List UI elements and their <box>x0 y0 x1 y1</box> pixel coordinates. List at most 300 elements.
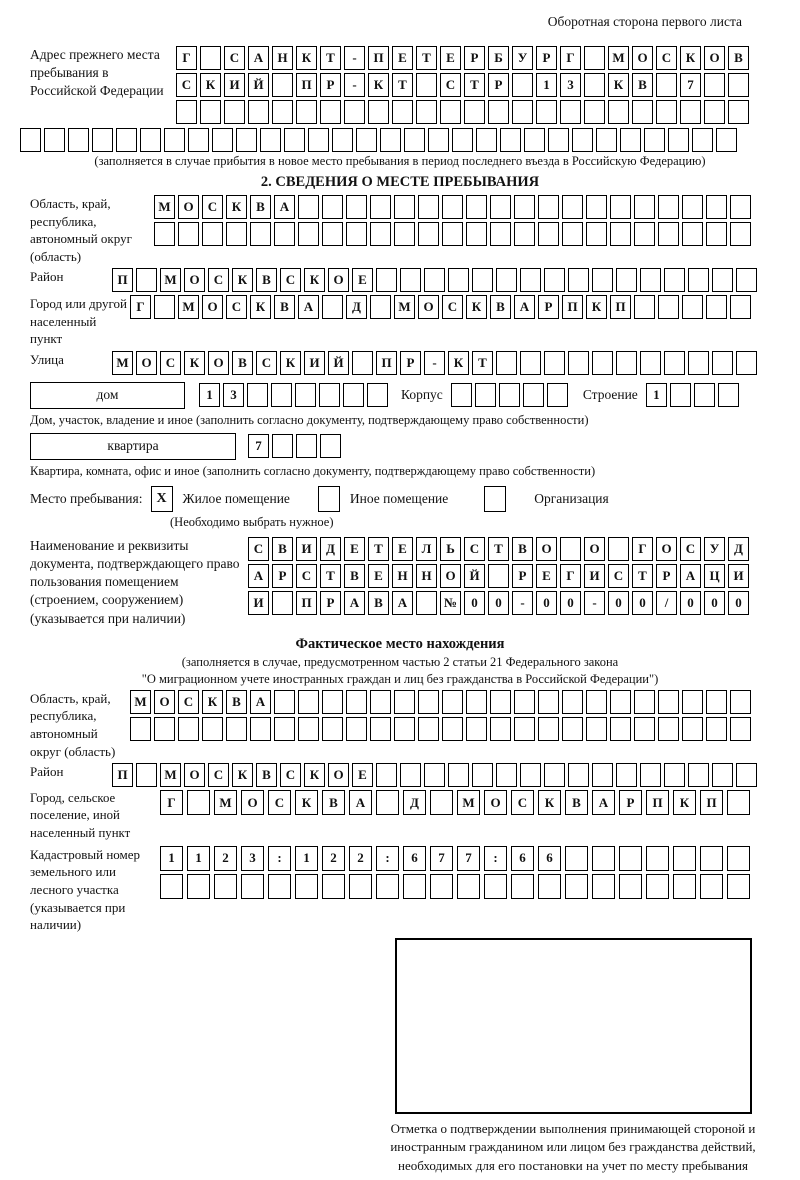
char-cell <box>562 717 583 741</box>
char-cell: О <box>484 790 507 815</box>
char-cell <box>586 222 607 246</box>
char-cell <box>730 195 751 219</box>
char-cell <box>511 874 534 899</box>
char-cell <box>706 717 727 741</box>
char-cell <box>538 717 559 741</box>
char-cell <box>428 128 449 152</box>
char-cell: 3 <box>560 73 581 97</box>
char-cell: С <box>442 295 463 319</box>
char-cell: Р <box>320 73 341 97</box>
char-cell <box>568 763 589 787</box>
char-cell <box>688 763 709 787</box>
char-cell: В <box>490 295 511 319</box>
char-cells <box>160 874 750 899</box>
char-cell: П <box>646 790 669 815</box>
char-cell: А <box>592 790 615 815</box>
char-cell <box>416 100 437 124</box>
stamp-area <box>395 938 752 1114</box>
section2-title: 2. СВЕДЕНИЯ О МЕСТЕ ПРЕБЫВАНИЯ <box>260 174 540 190</box>
char-cell <box>619 874 642 899</box>
char-cell: М <box>457 790 480 815</box>
char-cell <box>523 383 544 407</box>
oblast-rows <box>154 195 751 246</box>
char-cell <box>272 591 293 615</box>
char-cell: М <box>160 268 181 292</box>
char-cell <box>500 128 521 152</box>
char-cell: Д <box>346 295 367 319</box>
char-cell: К <box>226 195 247 219</box>
char-cell <box>250 717 271 741</box>
char-cell <box>584 46 605 70</box>
char-cell: М <box>394 295 415 319</box>
char-cell: С <box>280 763 301 787</box>
char-cell <box>682 222 703 246</box>
char-cell: Р <box>320 591 341 615</box>
char-cell <box>524 128 545 152</box>
char-cell: 6 <box>403 846 426 871</box>
char-cell: О <box>154 690 175 714</box>
char-cell <box>376 763 397 787</box>
char-cell <box>442 195 463 219</box>
char-cell <box>616 268 637 292</box>
char-cell: К <box>466 295 487 319</box>
char-cell <box>712 351 733 375</box>
char-cell: К <box>184 351 205 375</box>
char-cell <box>308 128 329 152</box>
char-cell: С <box>202 195 223 219</box>
char-cell <box>272 434 293 458</box>
char-cell <box>224 100 245 124</box>
char-cell: К <box>232 268 253 292</box>
char-cell: Т <box>464 73 485 97</box>
char-cell: А <box>250 690 271 714</box>
char-cell <box>424 268 445 292</box>
char-cell: - <box>584 591 605 615</box>
char-cell: Б <box>488 46 509 70</box>
char-cell <box>187 790 210 815</box>
char-cells <box>130 690 751 714</box>
char-cell: С <box>176 73 197 97</box>
char-cell <box>716 128 737 152</box>
char-cell: К <box>296 46 317 70</box>
char-cell: Е <box>344 537 365 561</box>
char-cell <box>490 222 511 246</box>
char-cell: П <box>562 295 583 319</box>
char-cell <box>727 846 750 871</box>
char-cell <box>634 717 655 741</box>
char-cell: С <box>256 351 277 375</box>
char-cell: 0 <box>704 591 725 615</box>
char-cell <box>536 100 557 124</box>
char-cell: О <box>418 295 439 319</box>
char-cell: В <box>344 564 365 588</box>
option-organizatsiya-label: Организация <box>534 490 609 506</box>
char-cell <box>700 874 723 899</box>
char-cell <box>346 690 367 714</box>
char-cell <box>704 73 725 97</box>
char-cell: 1 <box>536 73 557 97</box>
raion-label: Район <box>30 269 64 285</box>
char-cell: К <box>202 690 223 714</box>
char-cell <box>538 195 559 219</box>
char-cell <box>668 128 689 152</box>
char-cell: Т <box>416 46 437 70</box>
char-cell: К <box>304 763 325 787</box>
char-cell: Ц <box>704 564 725 588</box>
field-kvartira <box>30 433 800 460</box>
char-cell: В <box>368 591 389 615</box>
char-cell: Г <box>160 790 183 815</box>
char-cell: Е <box>536 564 557 588</box>
char-cell <box>610 690 631 714</box>
char-cell <box>727 790 750 815</box>
char-cell: П <box>610 295 631 319</box>
char-cell <box>640 268 661 292</box>
char-cell: А <box>680 564 701 588</box>
page-note: Оборотная сторона первого листа <box>547 14 742 29</box>
char-cell: В <box>232 351 253 375</box>
char-cell <box>490 717 511 741</box>
char-cell <box>226 717 247 741</box>
char-cell: Е <box>392 46 413 70</box>
char-cell <box>241 874 264 899</box>
char-cell <box>380 128 401 152</box>
char-cell: С <box>268 790 291 815</box>
char-cell <box>562 690 583 714</box>
char-cell <box>442 690 463 714</box>
checkbox-zhiloe: X <box>151 486 173 512</box>
char-cell: В <box>256 268 277 292</box>
char-cell <box>488 564 509 588</box>
char-cell <box>442 717 463 741</box>
char-cell: В <box>728 46 749 70</box>
char-cell: Н <box>416 564 437 588</box>
char-cell: П <box>296 591 317 615</box>
char-cell <box>488 100 509 124</box>
char-cell: 0 <box>608 591 629 615</box>
field-fact-gorod <box>30 790 800 842</box>
oblast-label: Область, край, республика, автономный округ (область) <box>30 196 132 264</box>
char-cell: О <box>241 790 264 815</box>
char-cell: Т <box>488 537 509 561</box>
kvartira-box-label: квартира <box>30 433 236 460</box>
char-cell: 2 <box>349 846 372 871</box>
char-cell <box>548 128 569 152</box>
char-cell <box>632 100 653 124</box>
char-cell <box>646 874 669 899</box>
char-cell <box>610 195 631 219</box>
char-cell: - <box>512 591 533 615</box>
char-cell <box>736 351 757 375</box>
char-cell <box>416 591 437 615</box>
char-cell <box>586 195 607 219</box>
char-cell <box>320 434 341 458</box>
char-cell: 0 <box>488 591 509 615</box>
char-cell <box>376 874 399 899</box>
char-cell <box>440 100 461 124</box>
char-cell <box>560 100 581 124</box>
char-cell: В <box>250 195 271 219</box>
char-cell: Т <box>368 537 389 561</box>
char-cell <box>682 295 703 319</box>
char-cell <box>295 383 316 407</box>
char-cell: О <box>208 351 229 375</box>
char-cell <box>490 690 511 714</box>
stroenie-label: Строение <box>582 387 638 403</box>
char-cell: К <box>586 295 607 319</box>
ulitsa-label: Улица <box>30 351 64 367</box>
char-cell <box>284 128 305 152</box>
char-cell <box>664 268 685 292</box>
char-cell: И <box>248 591 269 615</box>
char-cell <box>592 268 613 292</box>
char-cell: О <box>184 763 205 787</box>
char-cell <box>682 690 703 714</box>
char-cells <box>451 383 568 407</box>
char-cell <box>188 128 209 152</box>
char-cell <box>343 383 364 407</box>
char-cell: Е <box>440 46 461 70</box>
char-cell <box>476 128 497 152</box>
char-cell <box>394 717 415 741</box>
char-cell <box>140 128 161 152</box>
char-cell <box>322 874 345 899</box>
fact-raion-label: Район <box>30 764 64 780</box>
char-cell <box>644 128 665 152</box>
char-cell <box>688 268 709 292</box>
char-cell: Ь <box>440 537 461 561</box>
char-cell <box>658 195 679 219</box>
char-cell: П <box>376 351 397 375</box>
char-cell: И <box>728 564 749 588</box>
char-cell: В <box>512 537 533 561</box>
field-gorod <box>30 295 800 348</box>
char-cell: Р <box>400 351 421 375</box>
char-cells <box>130 717 751 741</box>
field-ulitsa <box>30 351 800 375</box>
char-cell <box>448 268 469 292</box>
char-cell <box>466 195 487 219</box>
char-cell <box>250 222 271 246</box>
char-cell <box>271 383 292 407</box>
dom-box-label: дом <box>30 382 185 409</box>
char-cell <box>332 128 353 152</box>
char-cell <box>664 763 685 787</box>
char-cell <box>538 874 561 899</box>
char-cell: И <box>224 73 245 97</box>
char-cell: С <box>248 537 269 561</box>
char-cell <box>424 763 445 787</box>
char-cell <box>616 763 637 787</box>
char-cell: П <box>296 73 317 97</box>
char-cell <box>736 763 757 787</box>
char-cell <box>400 763 421 787</box>
char-cell <box>682 195 703 219</box>
char-cell <box>352 351 373 375</box>
fact-gorod-label: Город, сельское поселение, иной населенный пункт <box>30 791 131 840</box>
char-cell <box>544 351 565 375</box>
char-cell <box>712 268 733 292</box>
char-cell <box>452 128 473 152</box>
char-cell <box>344 100 365 124</box>
char-cell: А <box>349 790 372 815</box>
checkbox-inoe <box>318 486 340 512</box>
char-cell <box>718 383 739 407</box>
option-zhiloe-label: Жилое помещение <box>182 490 290 506</box>
char-cell <box>418 690 439 714</box>
char-cell <box>457 874 480 899</box>
char-cell: 0 <box>728 591 749 615</box>
char-cell <box>584 73 605 97</box>
char-cell <box>670 383 691 407</box>
char-cell: К <box>295 790 318 815</box>
char-cell: Р <box>536 46 557 70</box>
char-cell: 6 <box>511 846 534 871</box>
char-cell: А <box>248 46 269 70</box>
char-cell <box>376 790 399 815</box>
char-cells <box>160 846 750 871</box>
char-cell <box>496 763 517 787</box>
char-cell: 1 <box>187 846 210 871</box>
char-cell <box>187 874 210 899</box>
char-cell: С <box>680 537 701 561</box>
char-cell: С <box>160 351 181 375</box>
char-cell <box>116 128 137 152</box>
char-cell <box>370 717 391 741</box>
char-cell <box>178 222 199 246</box>
char-cell: О <box>328 268 349 292</box>
field-fact-oblast <box>30 690 800 760</box>
char-cell <box>451 383 472 407</box>
char-cell: Й <box>328 351 349 375</box>
char-cell <box>682 717 703 741</box>
char-cell <box>658 295 679 319</box>
char-cell: 0 <box>464 591 485 615</box>
char-cells <box>112 351 757 375</box>
char-cell <box>568 351 589 375</box>
char-cell <box>464 100 485 124</box>
char-cell <box>268 874 291 899</box>
char-cell: М <box>608 46 629 70</box>
char-cell <box>538 222 559 246</box>
korpus-label: Корпус <box>401 387 443 403</box>
char-cell: А <box>392 591 413 615</box>
char-cell <box>475 383 496 407</box>
char-cell <box>466 717 487 741</box>
char-cell <box>430 790 453 815</box>
char-cell: Д <box>728 537 749 561</box>
char-cell: Г <box>130 295 151 319</box>
char-cell <box>442 222 463 246</box>
option-inoe-label: Иное помещение <box>349 490 449 506</box>
char-cell <box>136 763 157 787</box>
char-cell <box>484 874 507 899</box>
char-cell <box>496 351 517 375</box>
char-cell: Р <box>488 73 509 97</box>
char-cell <box>728 73 749 97</box>
char-cell: А <box>298 295 319 319</box>
field-raion <box>30 268 800 292</box>
char-cell <box>706 222 727 246</box>
char-cell: М <box>160 763 181 787</box>
char-cell <box>322 195 343 219</box>
char-cell <box>322 222 343 246</box>
char-cell: 7 <box>457 846 480 871</box>
char-cell <box>562 195 583 219</box>
char-cell: В <box>274 295 295 319</box>
char-cell: П <box>112 763 133 787</box>
field-oblast <box>30 195 800 265</box>
char-cell <box>404 128 425 152</box>
char-cell <box>680 100 701 124</box>
char-cell <box>176 100 197 124</box>
char-cell <box>298 717 319 741</box>
char-cell <box>200 100 221 124</box>
char-cell: К <box>538 790 561 815</box>
char-cell <box>608 100 629 124</box>
char-cell <box>712 763 733 787</box>
char-cell <box>656 100 677 124</box>
char-cell <box>367 383 388 407</box>
char-cell <box>499 383 520 407</box>
char-cell: Й <box>248 73 269 97</box>
char-cell <box>392 100 413 124</box>
char-cell <box>416 73 437 97</box>
char-cell <box>544 763 565 787</box>
char-cell <box>430 874 453 899</box>
char-cell: Е <box>352 763 373 787</box>
char-cells <box>248 537 749 561</box>
char-cell <box>620 128 641 152</box>
char-cell: Т <box>632 564 653 588</box>
char-cell: С <box>208 763 229 787</box>
char-cells <box>199 383 388 407</box>
gorod-label: Город или другой населенный пункт <box>30 296 127 347</box>
char-cells <box>154 195 751 219</box>
field-fact-raion <box>30 763 800 787</box>
char-cell: С <box>296 564 317 588</box>
char-cell <box>248 100 269 124</box>
char-cell <box>418 717 439 741</box>
char-cell: С <box>224 46 245 70</box>
char-cell: П <box>700 790 723 815</box>
char-cell <box>610 717 631 741</box>
prev-address-label: Адрес прежнего места пребывания в Российской Федерации <box>30 47 164 99</box>
char-cell <box>634 690 655 714</box>
char-cell: М <box>178 295 199 319</box>
char-cell <box>547 383 568 407</box>
char-cell: С <box>440 73 461 97</box>
fact-caption-1: (заполняется в случае, предусмотренном частью 2 статьи 21 Федерального закона <box>181 654 619 669</box>
char-cell <box>296 100 317 124</box>
char-cells <box>112 268 757 292</box>
char-cell <box>619 846 642 871</box>
char-cell <box>370 222 391 246</box>
char-cells <box>20 128 800 152</box>
checkbox-organizatsiya <box>484 486 506 512</box>
char-cell <box>596 128 617 152</box>
char-cell <box>592 763 613 787</box>
char-cell <box>214 874 237 899</box>
mesto-caption: (Необходимо выбрать нужное) <box>170 514 334 529</box>
char-cell: 3 <box>223 383 244 407</box>
char-cell <box>349 874 372 899</box>
char-cell: К <box>448 351 469 375</box>
char-cell <box>160 874 183 899</box>
char-cell <box>346 222 367 246</box>
char-cell <box>694 383 715 407</box>
char-cell <box>322 690 343 714</box>
